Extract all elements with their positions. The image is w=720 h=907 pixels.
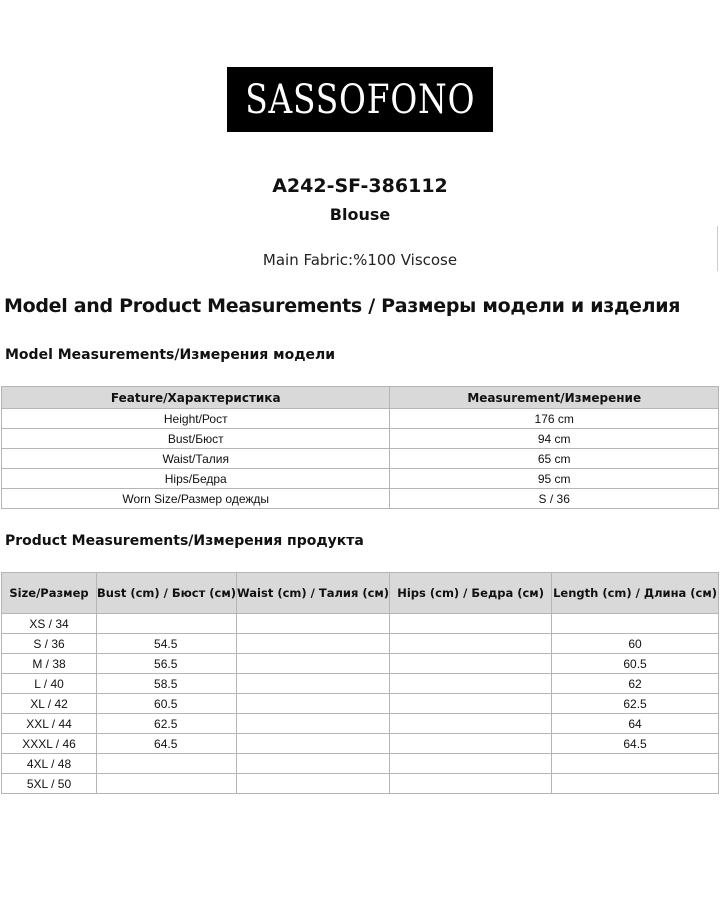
hips-cell <box>390 734 552 754</box>
hips-cell <box>390 754 552 774</box>
waist-cell <box>237 674 390 694</box>
length-cell <box>552 614 719 634</box>
size-cell: M / 38 <box>2 654 97 674</box>
measurement-cell: 95 cm <box>390 469 719 489</box>
product-type: Blouse <box>329 205 391 224</box>
table-row <box>2 614 719 634</box>
table-row <box>2 734 719 754</box>
waist-header: Waist (cm) / Талия (см) <box>237 573 390 614</box>
waist-cell <box>237 754 390 774</box>
size-cell: S / 36 <box>2 634 97 654</box>
bust-cell <box>97 754 237 774</box>
length-cell: 60 <box>552 634 719 654</box>
length-cell: 64.5 <box>552 734 719 754</box>
length-cell: 62 <box>552 674 719 694</box>
size-cell: XXXL / 46 <box>2 734 97 754</box>
bust-cell: 58.5 <box>97 674 237 694</box>
size-cell: XXL / 44 <box>2 714 97 734</box>
waist-cell <box>237 774 390 794</box>
measurement-cell: 94 cm <box>390 429 719 449</box>
product-section-title: Product Measurements/Измерения продукта <box>5 533 364 549</box>
hips-cell <box>390 694 552 714</box>
waist-cell <box>237 734 390 754</box>
bust-cell: 62.5 <box>97 714 237 734</box>
feature-cell: Bust/Бюст <box>2 429 390 449</box>
product-measurements-table <box>1 572 719 794</box>
product-code: A242-SF-386112 <box>272 175 448 197</box>
size-cell: 5XL / 50 <box>2 774 97 794</box>
hips-cell <box>390 654 552 674</box>
bust-cell: 60.5 <box>97 694 237 714</box>
bust-cell <box>97 614 237 634</box>
table-row <box>2 674 719 694</box>
table-row <box>2 654 719 674</box>
fabric-composition: Main Fabric:%100 Viscose <box>262 251 458 269</box>
feature-cell: Height/Рост <box>2 409 390 429</box>
table-row <box>2 754 719 774</box>
feature-cell: Waist/Талия <box>2 449 390 469</box>
hips-header: Hips (cm) / Бедра (см) <box>390 573 552 614</box>
measurement-header: Measurement/Измерение <box>390 387 719 409</box>
brand-logo-text: SASSOFONO <box>244 76 476 123</box>
table-row <box>2 634 719 654</box>
length-cell <box>552 754 719 774</box>
section-title: Model and Product Measurements / Размеры модели и изделия <box>4 295 681 317</box>
length-header: Length (cm) / Длина (см) <box>552 573 719 614</box>
size-cell: L / 40 <box>2 674 97 694</box>
waist-cell <box>237 714 390 734</box>
bust-header: Bust (cm) / Бюст (см) <box>97 573 237 614</box>
table-header-row <box>2 573 719 614</box>
table-row <box>2 429 719 449</box>
waist-cell <box>237 654 390 674</box>
bust-cell: 54.5 <box>97 634 237 654</box>
table-row <box>2 469 719 489</box>
table-row <box>2 714 719 734</box>
model-measurements-table <box>1 386 719 509</box>
table-row <box>2 694 719 714</box>
bust-cell <box>97 774 237 794</box>
waist-cell <box>237 614 390 634</box>
length-cell: 62.5 <box>552 694 719 714</box>
hips-cell <box>390 634 552 654</box>
waist-cell <box>237 694 390 714</box>
measurement-cell: S / 36 <box>390 489 719 509</box>
brand-logo <box>227 67 493 132</box>
measurement-cell: 176 cm <box>390 409 719 429</box>
hips-cell <box>390 774 552 794</box>
feature-cell: Hips/Бедра <box>2 469 390 489</box>
table-row <box>2 449 719 469</box>
length-cell: 60.5 <box>552 654 719 674</box>
edge-divider <box>717 226 718 271</box>
hips-cell <box>390 674 552 694</box>
size-cell: 4XL / 48 <box>2 754 97 774</box>
table-row <box>2 774 719 794</box>
waist-cell <box>237 634 390 654</box>
model-section-title: Model Measurements/Измерения модели <box>5 347 336 363</box>
bust-cell: 56.5 <box>97 654 237 674</box>
table-header-row <box>2 387 719 409</box>
size-header: Size/Размер <box>2 573 97 614</box>
length-cell <box>552 774 719 794</box>
table-row <box>2 409 719 429</box>
hips-cell <box>390 614 552 634</box>
bust-cell: 64.5 <box>97 734 237 754</box>
feature-header: Feature/Характеристика <box>2 387 390 409</box>
hips-cell <box>390 714 552 734</box>
table-row <box>2 489 719 509</box>
size-cell: XL / 42 <box>2 694 97 714</box>
measurement-cell: 65 cm <box>390 449 719 469</box>
size-cell: XS / 34 <box>2 614 97 634</box>
length-cell: 64 <box>552 714 719 734</box>
feature-cell: Worn Size/Размер одежды <box>2 489 390 509</box>
